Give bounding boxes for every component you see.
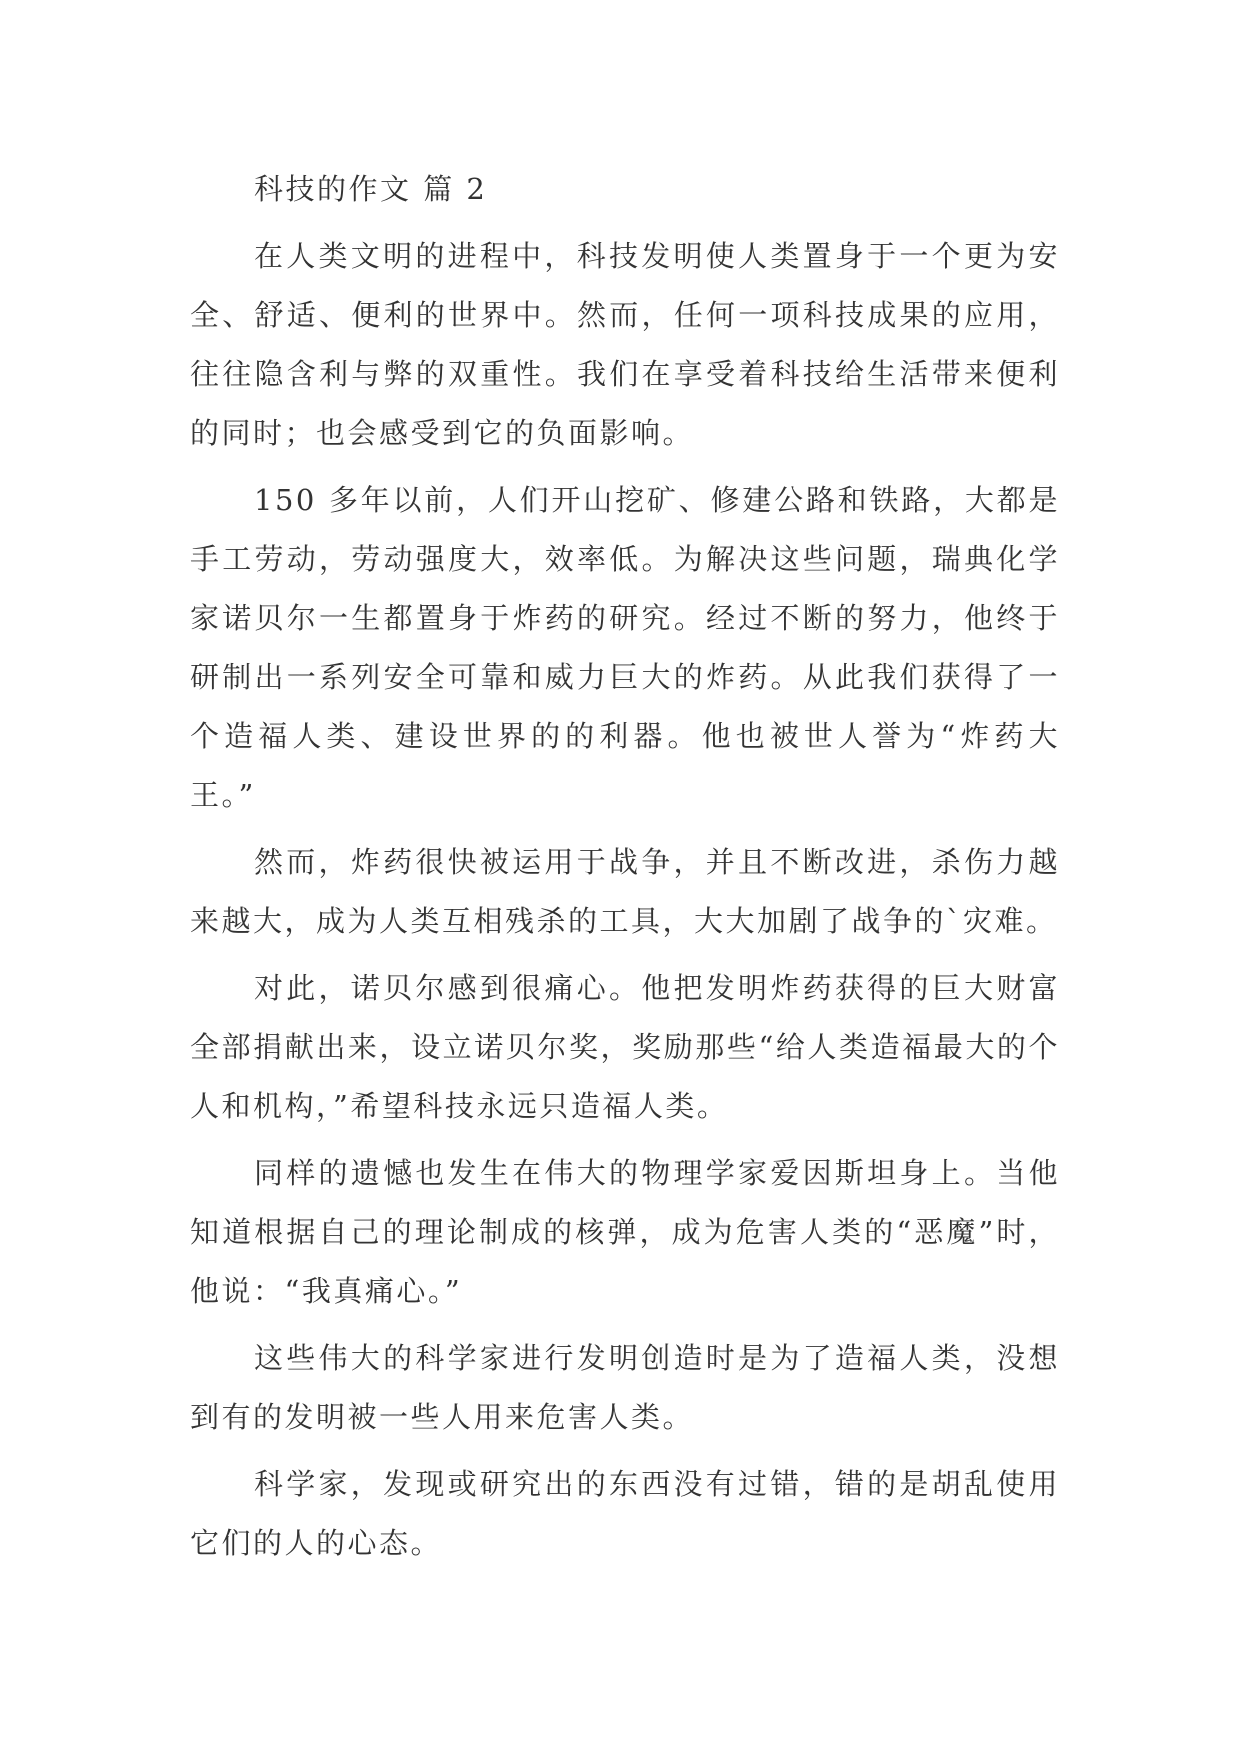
paragraph-7: 科学家，发现或研究出的东西没有过错，错的是胡乱使用它们的人的心态。	[190, 1467, 1060, 1560]
paragraph-6: 这些伟大的科学家进行发明创造时是为了造福人类，没想到有的发明被一些人用来危害人类。	[190, 1341, 1060, 1434]
essay-body	[190, 160, 1060, 1581]
paragraph-5: 同样的遗憾也发生在伟大的物理学家爱因斯坦身上。当他知道根据自己的理论制成的核弹，成为危害人类的“恶魔”时，他说：“我真痛心。”	[190, 1156, 1060, 1308]
paragraph-2: 150 多年以前，人们开山挖矿、修建公路和铁路，大都是手工劳动，劳动强度大，效率低。为解决这些问题，瑞典化学家诺贝尔一生都置身于炸药的研究。经过不断的努力，他终于研制出一系列安全可靠和威力巨大的炸药。从此我们获得了一个造福人类、建设世界的的利器。他也被世人誉为“炸药大王。”	[190, 483, 1060, 812]
paragraph-3: 然而，炸药很快被运用于战争，并且不断改进，杀伤力越来越大，成为人类互相残杀的工具，大大加剧了战争的`灾难。	[190, 845, 1060, 938]
paragraph-1: 在人类文明的进程中，科技发明使人类置身于一个更为安全、舒适、便利的世界中。然而，任何一项科技成果的应用，往往隐含利与弊的双重性。我们在享受着科技给生活带来便利的同时；也会感受到它的负面影响。	[190, 239, 1060, 450]
essay-title: 科技的作文 篇 2	[254, 172, 488, 206]
paragraph-4: 对此，诺贝尔感到很痛心。他把发明炸药获得的巨大财富全部捐献出来，设立诺贝尔奖，奖励那些“给人类造福最大的个人和机构，”希望科技永远只造福人类。	[190, 971, 1060, 1123]
